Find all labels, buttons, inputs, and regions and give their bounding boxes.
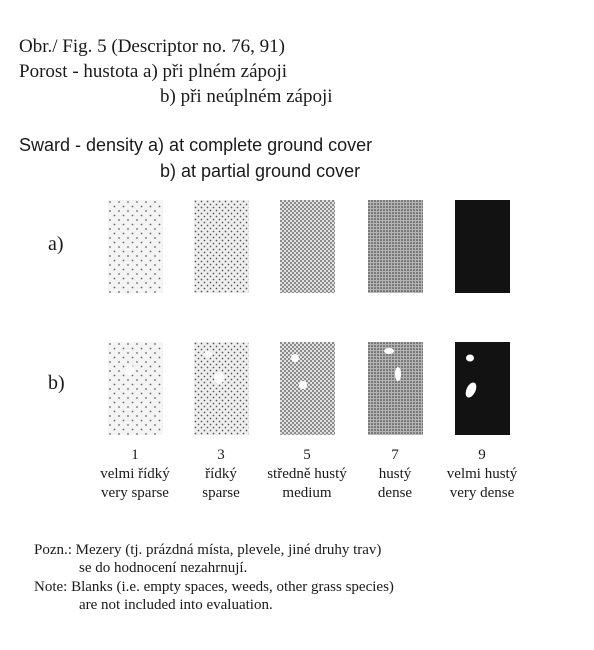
note-czech-line-1: Pozn.: Mezery (tj. prázdná místa, plevele, jiné druhy trav) xyxy=(34,542,382,558)
swatch-a-7 xyxy=(368,200,423,293)
swatch-b-9 xyxy=(455,342,510,435)
english-title-b: b) at partial ground cover xyxy=(160,161,361,181)
level-czech: velmi řídký xyxy=(100,466,170,482)
swatch-b-7 xyxy=(368,342,423,435)
level-score: 3 xyxy=(217,447,225,463)
note-czech-line-2: se do hodnocení nezahrnují. xyxy=(79,560,248,576)
level-score: 7 xyxy=(391,447,399,463)
level-czech: řídký xyxy=(205,466,237,482)
level-czech: hustý xyxy=(378,466,412,482)
level-czech: velmi hustý xyxy=(446,466,518,482)
level-score: 9 xyxy=(478,447,486,463)
czech-title-b: b) při neúplném zápoji xyxy=(160,86,333,107)
czech-title-a: Porost - hustota a) při plném zápoji xyxy=(19,61,288,82)
swatch-a-1 xyxy=(108,200,163,293)
level-english: dense xyxy=(377,485,413,501)
level-score: 1 xyxy=(131,447,139,463)
row-label-b: b) xyxy=(48,372,65,394)
english-title-a: Sward - density a) at complete ground cover xyxy=(19,135,373,155)
level-english: medium xyxy=(282,485,332,501)
figure-title: Obr./ Fig. 5 (Descriptor no. 76, 91) xyxy=(19,36,285,57)
swatch-b-1 xyxy=(108,342,163,435)
swatch-a-9 xyxy=(455,200,510,293)
level-english: very dense xyxy=(449,485,515,501)
swatch-a-3 xyxy=(194,200,249,293)
swatch-b-3 xyxy=(194,342,249,435)
note-english-line-1: Note: Blanks (i.e. empty spaces, weeds, other grass species) xyxy=(34,579,394,595)
row-label-a: a) xyxy=(48,233,64,255)
level-english: very sparse xyxy=(101,485,169,501)
level-czech: středně hustý xyxy=(267,466,347,482)
swatch-a-5 xyxy=(280,200,335,293)
level-score: 5 xyxy=(303,447,311,463)
level-caption-9 xyxy=(427,446,537,503)
level-english: sparse xyxy=(202,485,240,501)
swatch-b-5 xyxy=(280,342,335,435)
note-english-line-2: are not included into evaluation. xyxy=(79,597,273,613)
